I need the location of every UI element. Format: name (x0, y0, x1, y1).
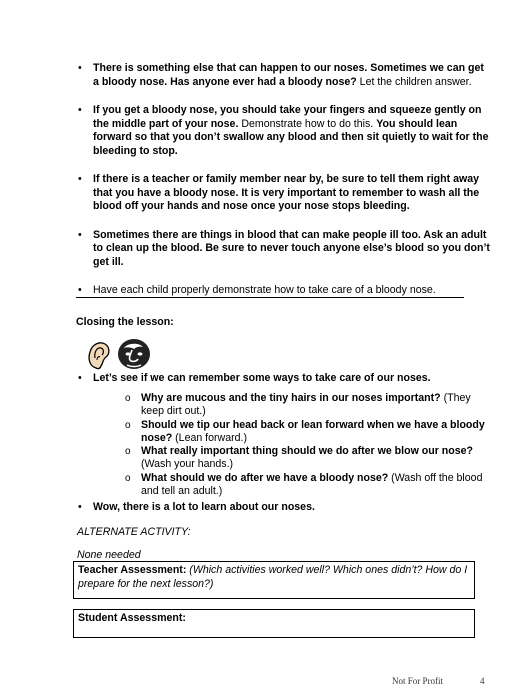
question-text: What should we do after we have a bloody nose? (141, 471, 389, 484)
bullet-text-bold: Let’s see if we can remember some ways to take care of our noses. (93, 372, 431, 384)
bullet-text-bold: If you get a bloody nose, you should take your fingers and squeeze gently on the middle part of your nose. (93, 104, 482, 130)
bullet-text-bold: Sometimes there are things in blood that can make people ill too. Ask an adult to clean up the blood. Be sure to never touch anyone else’s blood so you don’t get ill. (93, 228, 490, 268)
question-text: Why are mucous and the tiny hairs in our noses important? (141, 392, 441, 404)
bullet-text-bold: Wow, there is a lot to learn about our noses. (93, 501, 315, 513)
ear-icon (89, 343, 109, 369)
none-needed-text: None needed (77, 549, 141, 561)
bullet-item (78, 62, 491, 89)
question-text: What really important thing should we do after we blow our nose? (141, 445, 473, 458)
bullet-text-bold: There is something else that can happen to our noses. Sometimes we can get a bloody nose. Has anyone ever had a bloody nose? (93, 62, 484, 88)
bullet-item (78, 173, 491, 214)
question-item (125, 445, 491, 472)
bullet-text-bold: You should lean forward so that you don’t swallow any blood and then sit quietly to wait for the bleeding to stop. (93, 117, 489, 157)
sub-bullet-marker: o (125, 419, 131, 431)
lesson-icons (84, 338, 154, 372)
bullet-marker: • (78, 62, 82, 74)
lesson-bullets (78, 62, 491, 298)
answer-text: (They keep dirt out.) (141, 392, 471, 418)
footer-text: Not For Profit (392, 676, 444, 686)
bullet-text: Demonstrate how to do this. (238, 117, 377, 130)
question-text: Should we tip our head back or lean forward when we have a bloody nose? (141, 418, 485, 444)
teacher-assessment-box (73, 561, 475, 599)
bullet-text-bold: If there is a teacher or family member near by, be sure to tell them right away that you have a bloody nose. It is very important to remember to wash all the blood off your hands and nose once your nose stops bleeding. (93, 173, 480, 212)
page-number: 4 (480, 676, 485, 686)
teacher-assessment-label: Teacher Assessment: (78, 564, 187, 576)
review-questions (125, 392, 491, 498)
answer-text: (Wash your hands.) (141, 458, 234, 471)
bullet-item (78, 228, 491, 270)
bullet-text: Have each child properly demonstrate how to take care of a bloody nose. (93, 284, 436, 296)
answer-text: (Wash off the blood and tell an adult.) (141, 471, 483, 498)
bullet-item (78, 501, 491, 515)
student-assessment-label: Student Assessment: (78, 612, 186, 624)
bullet-marker: • (78, 228, 82, 241)
bullet-marker: • (78, 501, 82, 513)
sub-bullet-marker: o (125, 472, 131, 484)
bullet-item (78, 284, 491, 298)
bullet-text: Let the children answer. (356, 75, 472, 88)
question-item (125, 392, 491, 419)
section-divider (76, 297, 464, 298)
bullet-marker: • (78, 372, 82, 384)
bullet-marker: • (78, 173, 82, 185)
final-bullets (78, 501, 491, 515)
sub-bullet-marker: o (125, 393, 131, 404)
bullet-marker: • (78, 284, 82, 296)
question-item (125, 418, 491, 446)
question-item (125, 471, 491, 499)
closing-heading: Closing the lesson: (76, 316, 174, 328)
sub-bullet-marker: o (125, 446, 131, 458)
student-assessment-box (73, 609, 475, 638)
alternate-activity-heading: ALTERNATE ACTIVITY: (77, 526, 191, 538)
bullet-item (78, 104, 491, 158)
closing-bullets (78, 372, 491, 386)
answer-text: (Lean forward.) (172, 431, 247, 444)
teacher-assessment-prompt: (Which activities worked well? Which ones didn’t? How do I prepare for the next lesson?) (78, 564, 468, 590)
bullet-marker: • (78, 104, 82, 116)
bullet-item (78, 372, 491, 386)
nose-face-icon (118, 339, 150, 369)
